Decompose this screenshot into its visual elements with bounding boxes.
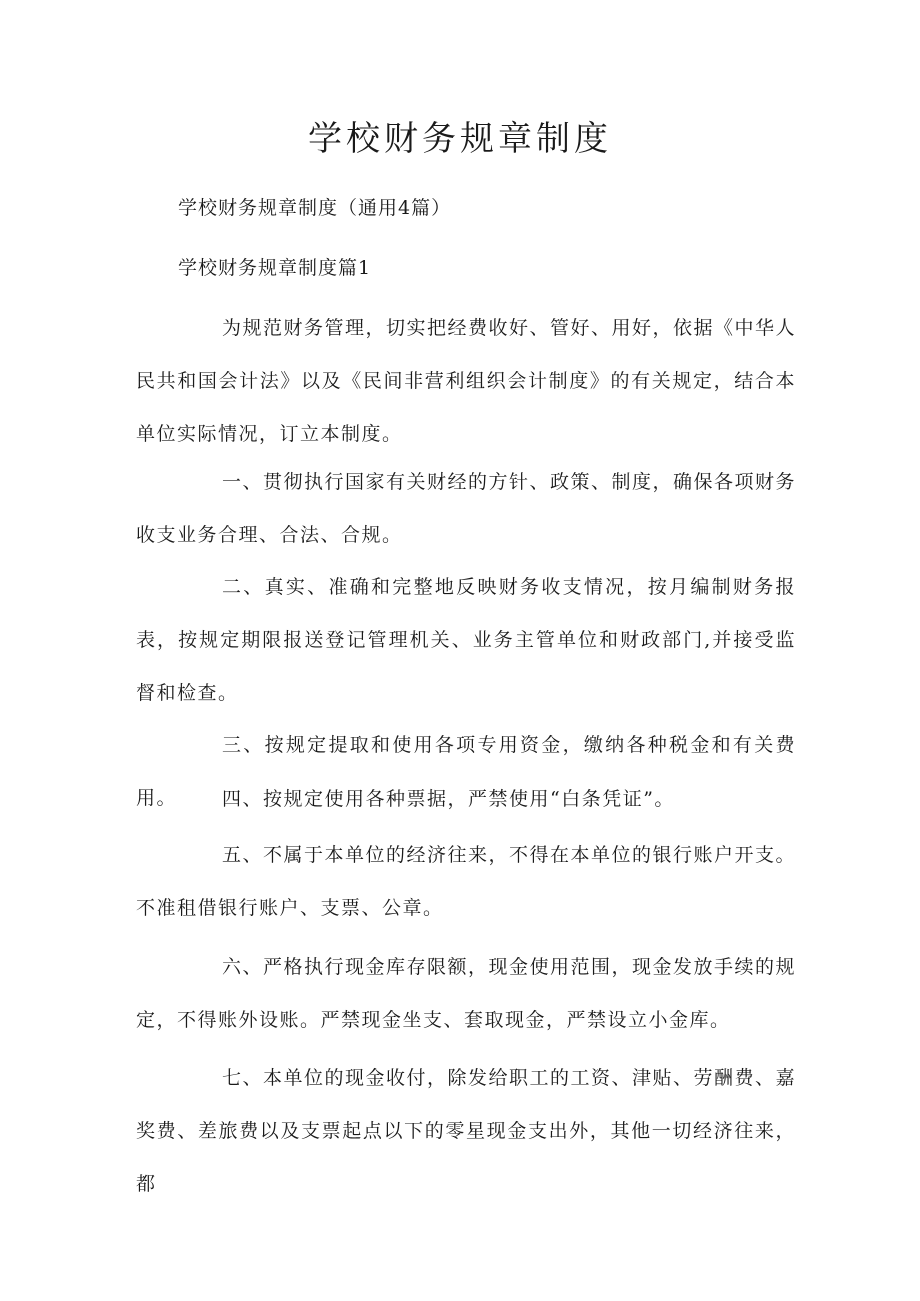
- paragraph-item-7: 七、本单位的现金收付，除发给职工的工资、津贴、劳酬费、嘉奖费、差旅费以及支票起点以下的零星现金支出外，其他一切经济往来，都: [136, 1067, 797, 1195]
- paragraph-item-4: 四、按规定使用各种票据，严禁使用“白条凭证”。: [222, 788, 675, 810]
- paragraph-item-6: 六、严格执行现金库存限额，现金使用范围，现金发放手续的规定，不得账外设账。严禁现金坐支、套取现金，严禁设立小金库。: [136, 956, 797, 1031]
- paragraph-item-2: 二、真实、准确和完整地反映财务收支情况，按月编制财务报表，按规定期限报送登记管理机关、业务主管单位和财政部门,并接受监督和检查。: [136, 576, 796, 704]
- paragraph-item-3: 三、按规定提取和使用各项专用资金，缴纳各种税金和有关费用。: [136, 734, 796, 809]
- paragraph-item-5: 五、不属于本单位的经济往来，不得在本单位的银行账户开支。不准租借银行账户、支票、公章。: [136, 844, 797, 919]
- paragraph-intro: 为规范财务管理，切实把经费收好、管好、用好，依据《中华人民共和国会计法》以及《民间非营利组织会计制度》的有关规定，结合本单位实际情况，订立本制度。: [136, 317, 797, 445]
- document-subtitle: 学校财务规章制度（通用4篇）: [178, 197, 452, 219]
- section-heading: 学校财务规章制度篇1: [178, 257, 372, 279]
- paragraph-item-1: 一、贯彻执行国家有关财经的方针、政策、制度，确保各项财务收支业务合理、合法、合规。: [136, 471, 797, 546]
- document-title: 学校财务规章制度: [308, 119, 612, 159]
